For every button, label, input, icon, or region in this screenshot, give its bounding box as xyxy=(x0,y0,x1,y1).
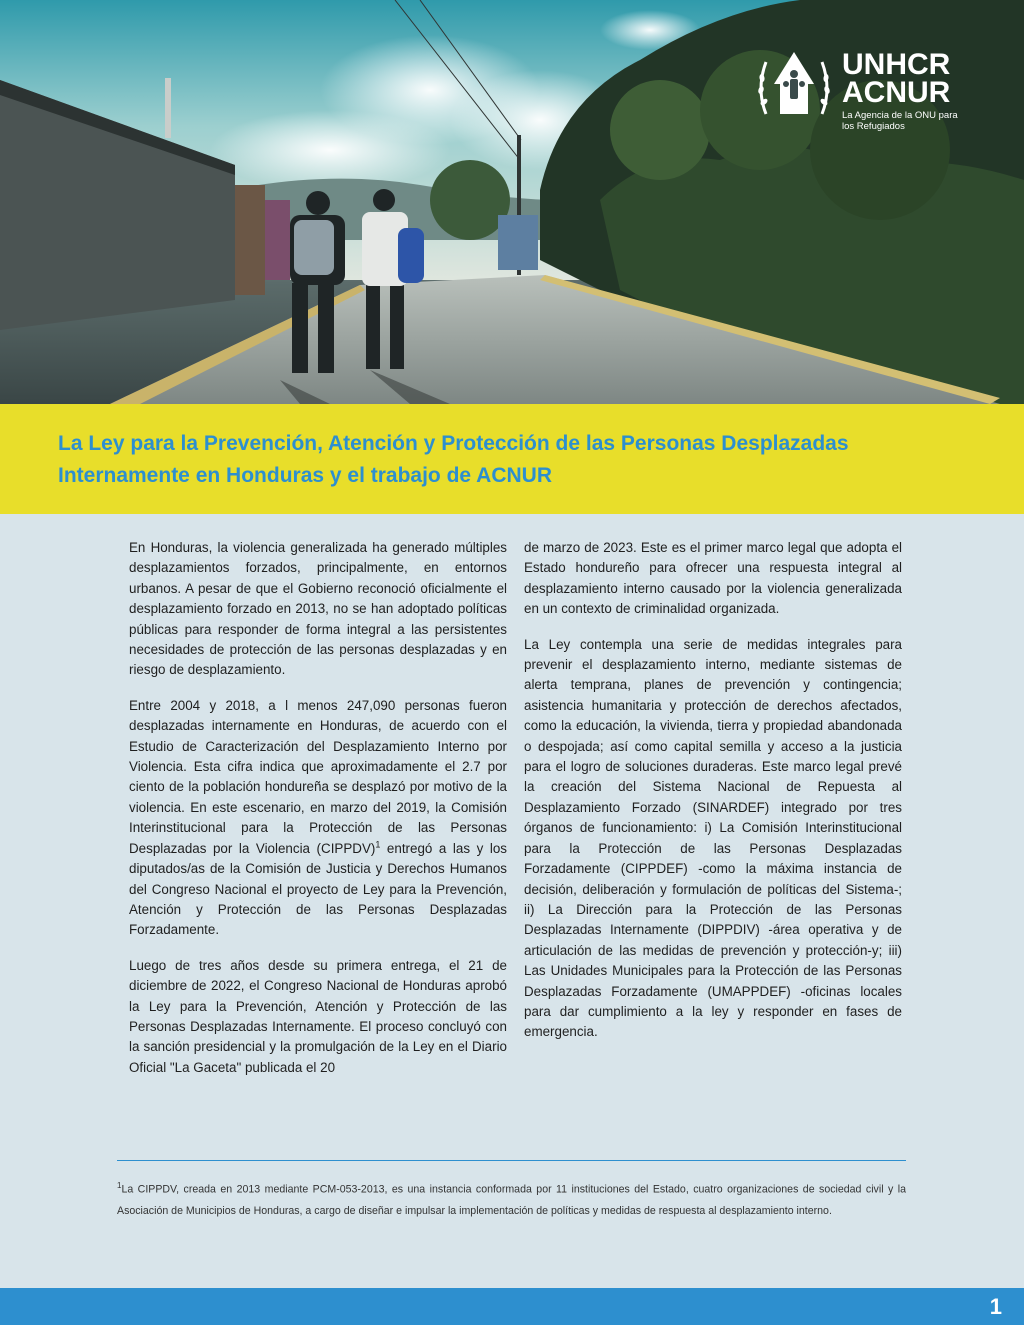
left-column xyxy=(129,538,507,1093)
page-number: 1 xyxy=(989,1294,1002,1319)
hero-photo xyxy=(0,0,1024,404)
right-paragraph-1: de marzo de 2023. Este es el primer marco legal que adopta el Estado hondureño para ofrecer una respuesta integral al desplazamiento interno causado por la violencia generalizada en un contexto de criminalidad organizada. xyxy=(524,540,902,617)
left-paragraph-1: En Honduras, la violencia generalizada ha generado múltiples desplazamientos forzados, principalmente, en entornos urbanos. A pesar de que el Gobierno reconoció oficialmente el desplazamiento forzado en 2013, no se han adoptado políticas públicas para responder de forma integral a las persistentes necesidades de protección de las personas desplazadas y en riesgo de desplazamiento. xyxy=(129,540,507,678)
bottom-bar xyxy=(0,1288,1024,1325)
logo-unhcr-text: UNHCR xyxy=(842,48,951,81)
left-paragraph-2-part-a: Entre 2004 y 2018, a l menos 247,090 personas fueron desplazadas internamente en Honduras, de acuerdo con el Estudio de Caracterización del Desplazamiento Interno por Violencia. Esta cifra indica que aproximadamente el 2.7 por ciento de la población hondureña se desplazó por motivo de la violencia. En este escenario, en marzo del 2019, la Comisión Interinstitucional para la Protección de las Personas Desplazadas por la Violencia (CIPPDV) xyxy=(129,697,507,856)
footnote-marker: 1 xyxy=(117,1181,122,1190)
footnote-text: La CIPPDV, creada en 2013 mediante PCM-053-2013, es una instancia conformada por 11 instituciones del Estado, cuatro organizaciones de sociedad civil y la Asociación de Municipios de Honduras, a cargo de diseñar e impulsar la implementación de políticas y medidas de respuesta al desplazamiento interno. xyxy=(117,1183,906,1217)
logo-tagline: La Agencia de la ONU para los Refugiados xyxy=(842,110,958,132)
unhcr-logo xyxy=(752,44,967,134)
left-paragraph-2-part-b: entregó a las y los diputados/as de la Comisión de Justicia y Derechos Humanos del Congreso Nacional el proyecto de Ley para la Prevención, Atención y Protección de las Personas Desplazadas Forzadamente. xyxy=(129,840,507,938)
logo-acnur-text: ACNUR xyxy=(842,76,951,109)
right-column xyxy=(524,538,902,1058)
left-paragraph-3: Luego de tres años desde su primera entrega, el 21 de diciembre de 2022, el Congreso Nacional de Honduras aprobó la Ley para la Prevención, Atención y Protección de las Personas Desplazadas Internamente. El proceso concluyó con la sanción presidencial y la promulgación de la Ley en el Diario Oficial "La Gaceta" publicada el 20 xyxy=(129,957,507,1075)
footnote xyxy=(117,1175,906,1222)
footnote-reference[interactable]: 1 xyxy=(375,839,381,850)
left-paragraph-2 xyxy=(129,696,507,941)
title-band xyxy=(0,404,1024,514)
unhcr-emblem-icon xyxy=(752,44,836,128)
footnote-divider xyxy=(117,1160,906,1161)
right-paragraph-2: La Ley contempla una serie de medidas integrales para prevenir el desplazamiento interno, mediante sistemas de alerta temprana, planes de prevención y contingencia; asistencia humanitaria y protección de derechos afectados, como la educación, la vivienda, tierra y propiedad abandonada o despojada; así como capital semilla y acceso a la justicia para el logro de soluciones duraderas. Este marco legal prevé la creación del Sistema Nacional de Repuesta al Desplazamiento Forzado (SINARDEF) integrado por tres órganos de funcionamiento: i) La Comisión Interinstitucional para la Protección de las Personas Desplazadas Forzadamente (CIPPDEF) -como la máxima instancia de decisión, deliberación y formulación de políticas del Sistema-; ii) La Dirección para la Protección de las Personas Desplazadas Internamente (DIPPDIV) -área operativa y de articulación de las medidas de prevención y protección-y; iii) Las Unidades Municipales para la Protección de las Personas Desplazadas Forzadamente (UMAPPDEF) -oficinas locales para dar cumplimiento a la ley y responder en fases de emergencia. xyxy=(524,636,902,1040)
document-title: La Ley para la Prevención, Atención y Protección de las Personas Desplazadas Internamente en Honduras y el trabajo de ACNUR xyxy=(58,432,849,487)
